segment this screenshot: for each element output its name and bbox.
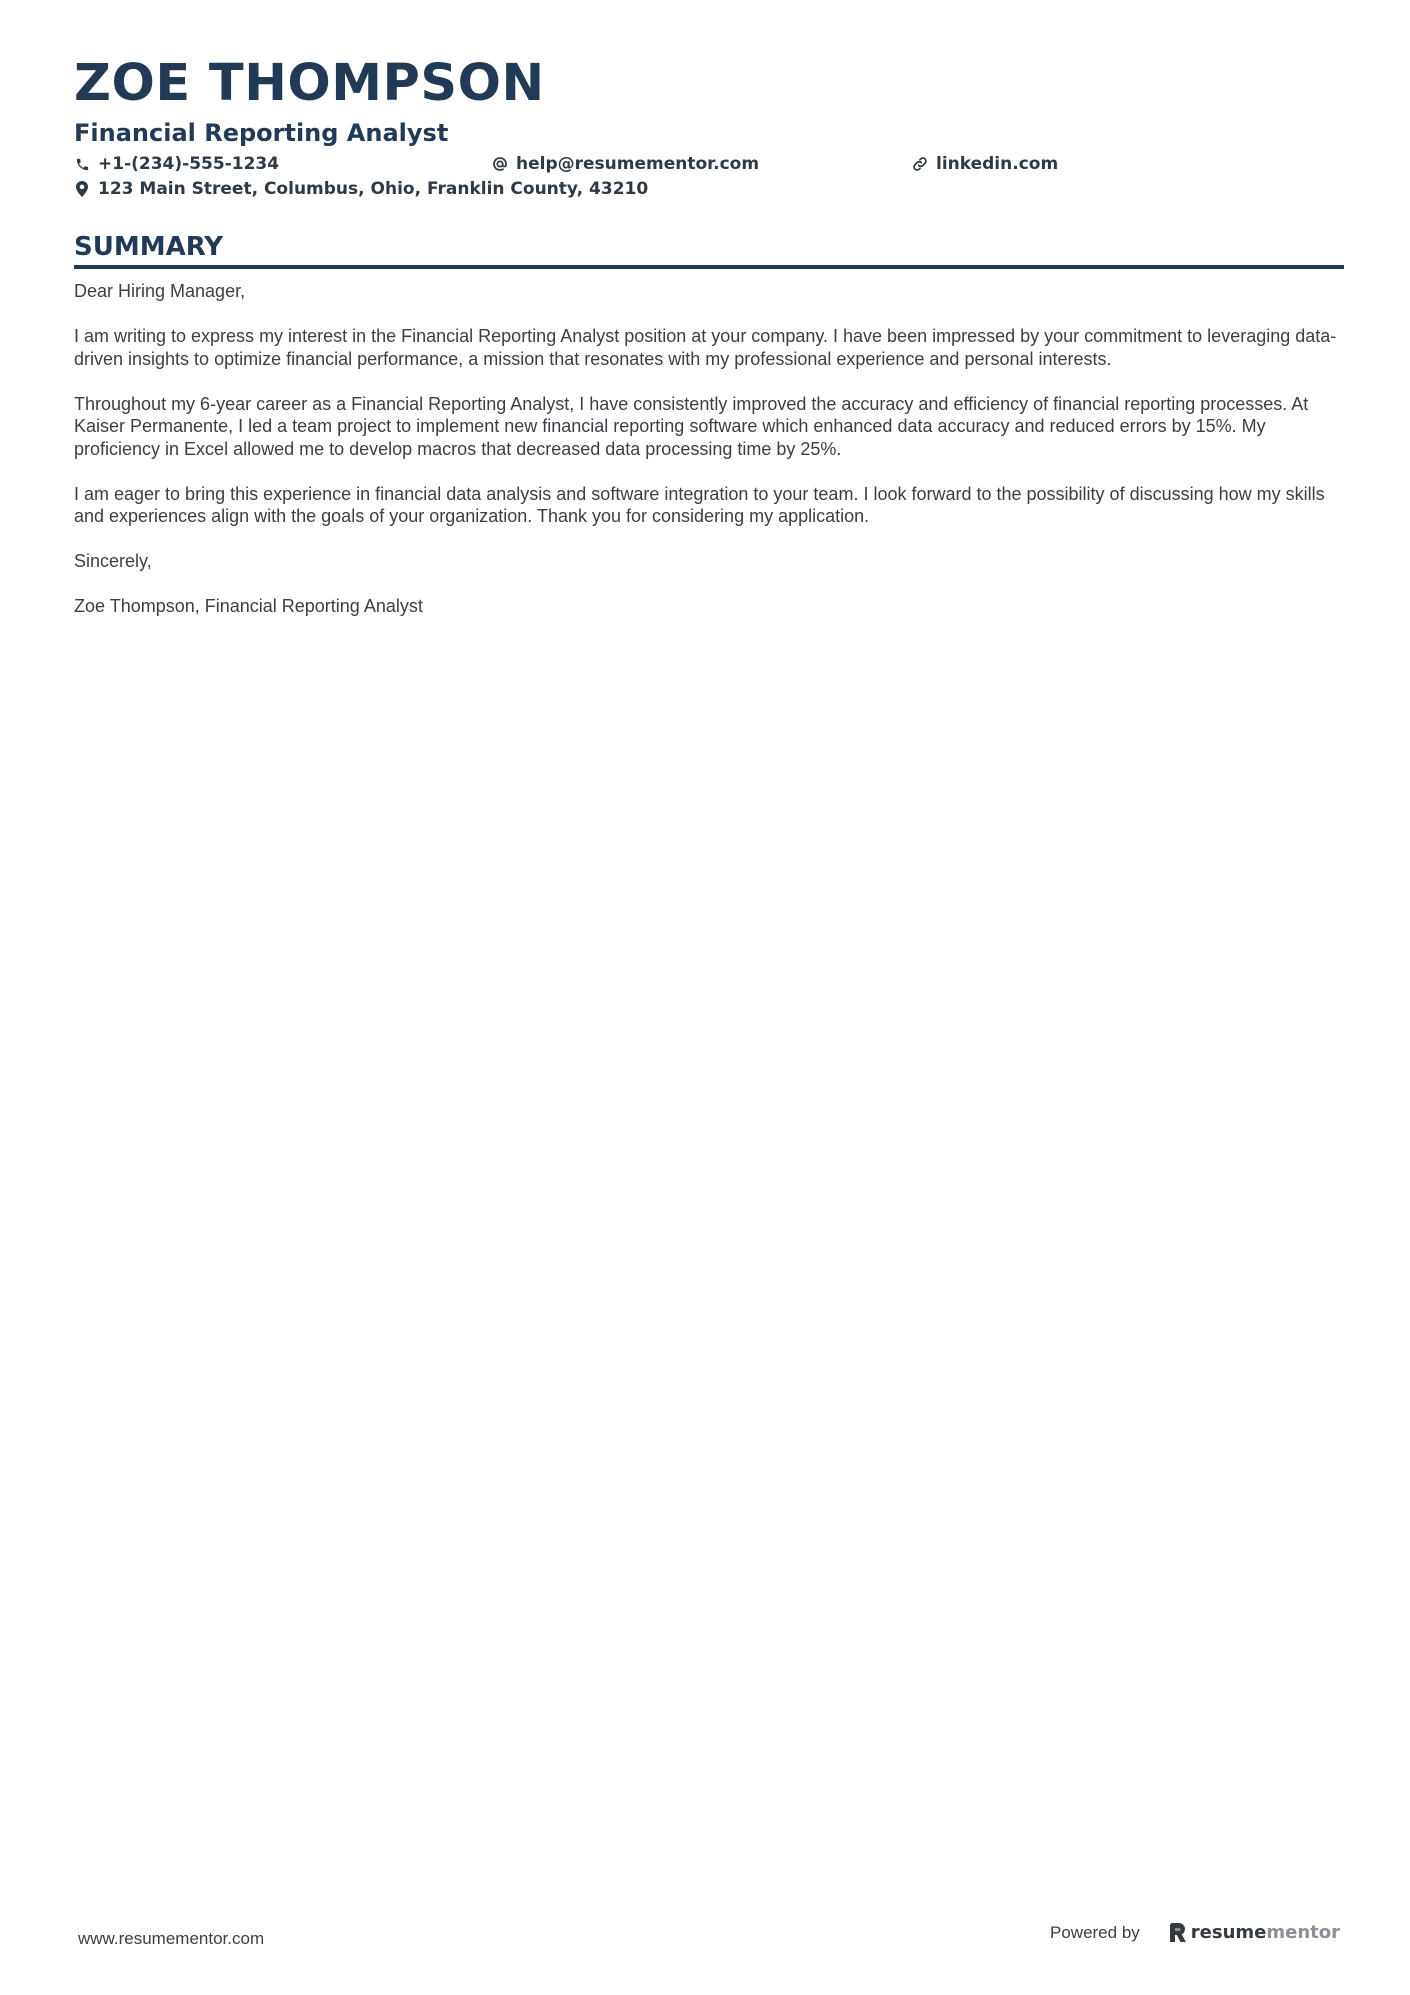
location-pin-icon [74,181,90,197]
footer-branding [1050,1922,1340,1943]
signature-line: Zoe Thompson, Financial Reporting Analyst [74,596,423,616]
footer-website[interactable]: www.resumementor.com [78,1929,265,1948]
phone-text: +1-(234)-555-1234 [98,154,280,174]
contact-address [74,178,648,200]
contact-linkedin [912,153,1058,175]
candidate-name: ZOE THOMPSON [74,54,545,113]
email-text: help@resumementor.com [516,154,760,174]
letter-paragraph: Throughout my 6-year career as a Financial Reporting Analyst, I have consistently improved the accuracy and efficiency of financial reporting processes. At Kaiser Permanente, I led a team project to implement new financial reporting software which enhanced data accuracy and reduced errors by 15%. My proficiency in Excel allowed me to develop macros that decreased data processing time by 25%. [74,393,1309,459]
closing: Sincerely, [74,551,152,571]
linkedin-text: linkedin.com [936,154,1059,174]
address-text: 123 Main Street, Columbus, Ohio, Franklin County, 43210 [98,179,649,199]
at-icon [492,156,508,172]
section-divider [74,265,1344,269]
letter-paragraph: I am eager to bring this experience in financial data analysis and software integration to your team. I look forward to the possibility of discussing how my skills and experiences align with the goals of your organization. Thank you for considering my application. [74,483,1325,526]
contact-email [492,153,759,175]
resumementor-logo-icon [1170,1923,1186,1942]
letter-paragraph: I am writing to express my interest in the Financial Reporting Analyst position at your company. I have been impressed by your commitment to leveraging data-driven insights to optimize financial performance, a mission that resonates with my professional experience and personal interests. [74,326,1337,369]
resumementor-logo: resumementor [1190,1922,1340,1943]
cover-letter-body [74,280,1344,640]
powered-by-label: Powered by [1050,1922,1140,1942]
section-heading-summary: SUMMARY [74,232,224,262]
job-title: Financial Reporting Analyst [74,119,449,147]
contact-phone [74,153,279,175]
salutation: Dear Hiring Manager, [74,281,246,301]
link-icon [912,156,928,172]
phone-icon [74,156,90,172]
